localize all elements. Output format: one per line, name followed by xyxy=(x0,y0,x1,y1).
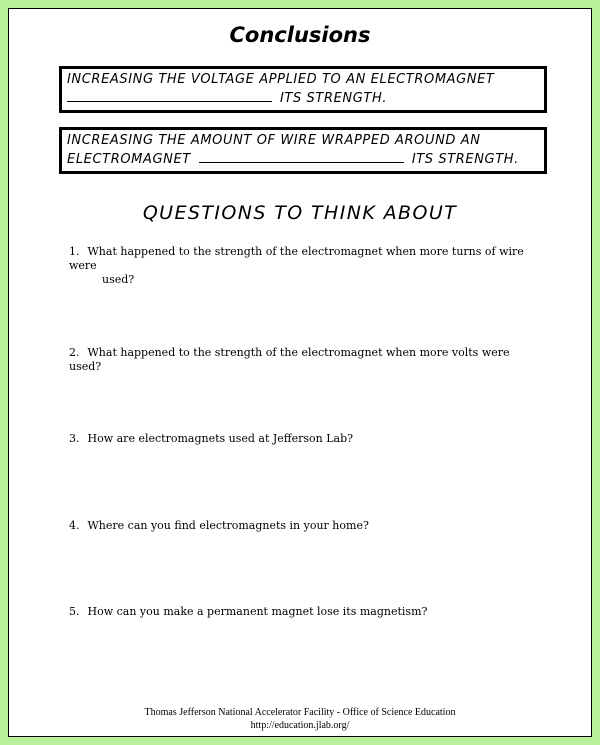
worksheet-page xyxy=(8,8,592,737)
page-footer xyxy=(9,706,591,732)
question-3 xyxy=(69,432,529,446)
section-heading: QUESTIONS TO THINK ABOUT xyxy=(142,202,458,224)
question-number: 2. xyxy=(69,346,80,359)
conclusion-ending: ITS STRENGTH. xyxy=(280,91,388,106)
conclusion-ending: ITS STRENGTH. xyxy=(411,152,519,167)
conclusion-line xyxy=(67,89,539,108)
conclusion-line: INCREASING THE AMOUNT OF WIRE WRAPPED AROUND AN xyxy=(67,133,481,148)
question-1 xyxy=(69,245,529,287)
question-text: How are electromagnets used at Jefferson Lab? xyxy=(87,432,354,445)
conclusion-box-voltage xyxy=(59,66,547,113)
page-title: Conclusions xyxy=(229,23,371,47)
conclusion-prefix: ELECTROMAGNET xyxy=(67,152,191,167)
question-number: 5. xyxy=(69,605,80,618)
conclusion-line xyxy=(67,150,539,169)
footer-organization: Thomas Jefferson National Accelerator Facility - Office of Science Education xyxy=(144,707,456,718)
question-text: How can you make a permanent magnet lose its magnetism? xyxy=(87,605,428,618)
question-text: Where can you find electromagnets in your home? xyxy=(87,519,369,532)
footer-url: http://education.jlab.org/ xyxy=(250,720,350,731)
fill-in-blank[interactable] xyxy=(67,91,272,102)
question-number: 3. xyxy=(69,432,80,445)
question-number: 4. xyxy=(69,519,80,532)
question-5 xyxy=(69,605,529,619)
question-4 xyxy=(69,519,529,533)
question-number: 1. xyxy=(69,245,80,258)
question-text-continued: used? xyxy=(102,273,135,286)
conclusion-box-wire xyxy=(59,127,547,174)
question-2 xyxy=(69,346,529,374)
conclusion-line: INCREASING THE VOLTAGE APPLIED TO AN ELECTROMAGNET xyxy=(67,72,495,87)
question-text: What happened to the strength of the electromagnet when more volts were used? xyxy=(69,346,510,373)
question-text: What happened to the strength of the electromagnet when more turns of wire were xyxy=(69,245,524,272)
fill-in-blank[interactable] xyxy=(199,152,404,163)
